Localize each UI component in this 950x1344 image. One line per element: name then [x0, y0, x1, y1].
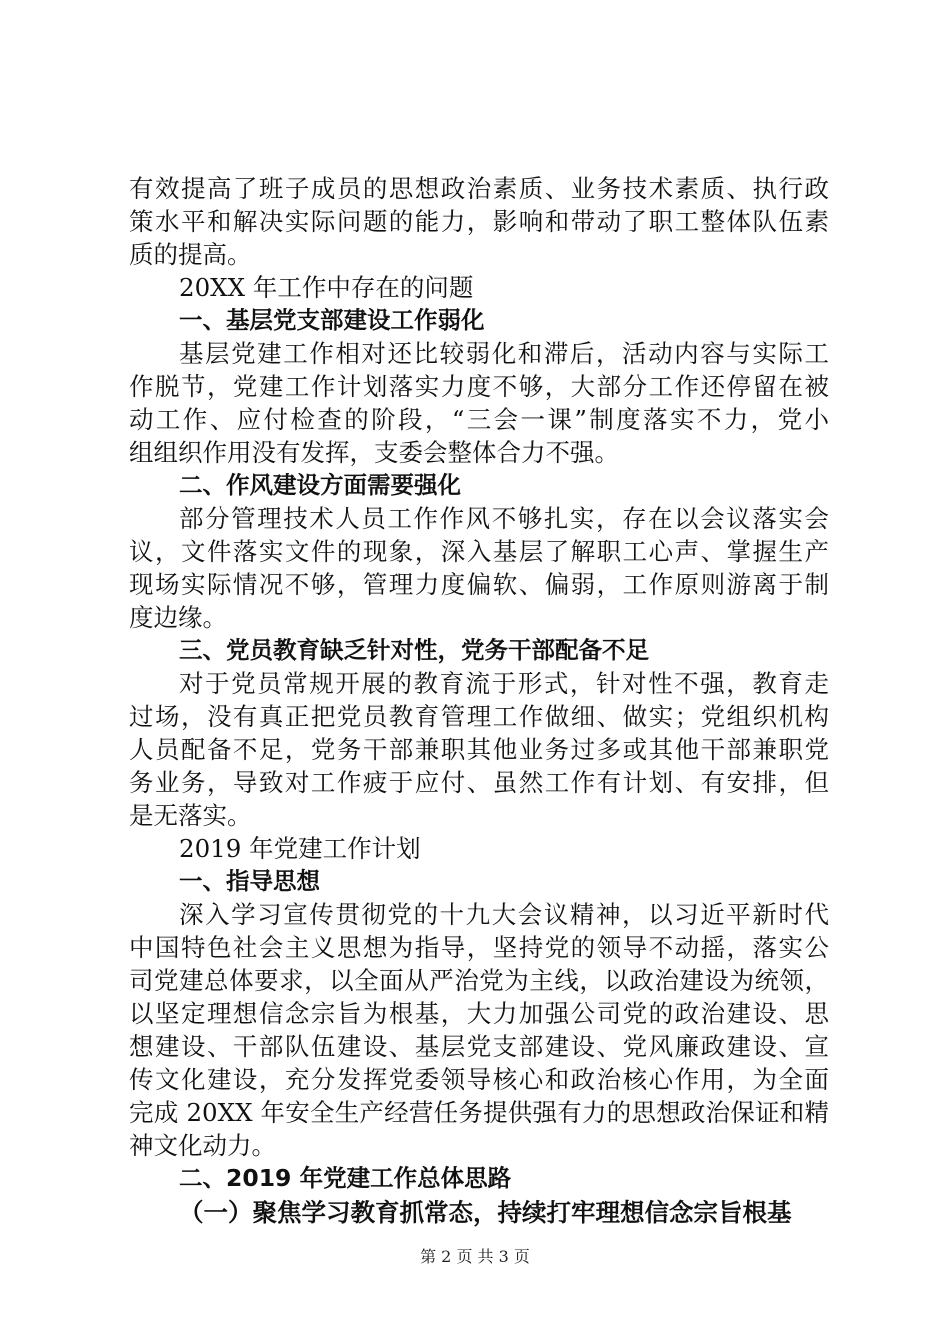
paragraph-line: 是无落实。 — [129, 801, 252, 830]
paragraph-line: 中国特色社会主义思想为指导，坚持党的领导不动摇，落实公 — [129, 933, 829, 962]
paragraph-line: 现场实际情况不够，管理力度偏软、偏弱，工作原则游离于制 — [129, 570, 829, 599]
paragraph-line: 质的提高。 — [129, 240, 252, 269]
paragraph-line: 神文化动力。 — [129, 1131, 276, 1160]
heading-3: 三、党员教育缺乏针对性，党务干部配备不足 — [179, 636, 649, 664]
paragraph-line: 度边缘。 — [129, 603, 227, 632]
heading-1: 一、基层党支部建设工作弱化 — [179, 306, 485, 334]
heading-overall-approach: 二、2019 年党建工作总体思路 — [179, 1164, 512, 1192]
paragraph-line: 深入学习宣传贯彻党的十九大会议精神，以习近平新时代 — [179, 900, 829, 929]
paragraph-line: 传文化建设，充分发挥党委领导核心和政治核心作用，为全面 — [129, 1065, 829, 1094]
paragraph-line: 议，文件落实文件的现象，深入基层了解职工心声、掌握生产 — [129, 537, 829, 566]
heading-guiding-thought: 一、指导思想 — [179, 867, 320, 895]
heading-2: 二、作风建设方面需要强化 — [179, 471, 461, 499]
paragraph-line: 想建设、干部队伍建设、基层党支部建设、党风廉政建设、宣 — [129, 1032, 829, 1061]
section-title: 20XX 年工作中存在的问题 — [179, 273, 474, 302]
section-title: 2019 年党建工作计划 — [179, 834, 421, 863]
paragraph-line: 过场，没有真正把党员教育管理工作做细、做实；党组织机构 — [129, 702, 829, 731]
paragraph-line: 务业务，导致对工作疲于应付、虽然工作有计划、有安排，但 — [129, 768, 829, 797]
paragraph-line: 动工作、应付检查的阶段，“三会一课”制度落实不力，党小 — [129, 405, 829, 434]
document-body — [129, 172, 829, 1231]
paragraph-line: 有效提高了班子成员的思想政治素质、业务技术素质、执行政 — [129, 174, 829, 203]
page-footer: 第 2 页 共 3 页 — [420, 1247, 530, 1266]
paragraph-line: 策水平和解决实际问题的能力，影响和带动了职工整体队伍素 — [129, 207, 829, 236]
paragraph-line: 人员配备不足，党务干部兼职其他业务过多或其他干部兼职党 — [129, 735, 829, 764]
paragraph-line: 以坚定理想信念宗旨为根基，大力加强公司党的政治建设、思 — [129, 999, 829, 1028]
paragraph-line: 基层党建工作相对还比较弱化和滞后，活动内容与实际工 — [179, 339, 829, 368]
paragraph-line: 司党建总体要求，以全面从严治党为主线，以政治建设为统领， — [129, 966, 829, 995]
paragraph-line: 完成 20XX 年安全生产经营任务提供强有力的思想政治保证和精 — [129, 1098, 829, 1127]
paragraph-line: 对于党员常规开展的教育流于形式，针对性不强，教育走 — [179, 669, 829, 698]
paragraph-line: 作脱节，党建工作计划落实力度不够，大部分工作还停留在被 — [129, 372, 829, 401]
paragraph-line: 部分管理技术人员工作作风不够扎实，存在以会议落实会 — [179, 504, 829, 533]
subheading-1: （一）聚焦学习教育抓常态，持续打牢理想信念宗旨根基 — [179, 1198, 792, 1227]
paragraph-line: 组组织作用没有发挥，支委会整体合力不强。 — [129, 438, 619, 467]
